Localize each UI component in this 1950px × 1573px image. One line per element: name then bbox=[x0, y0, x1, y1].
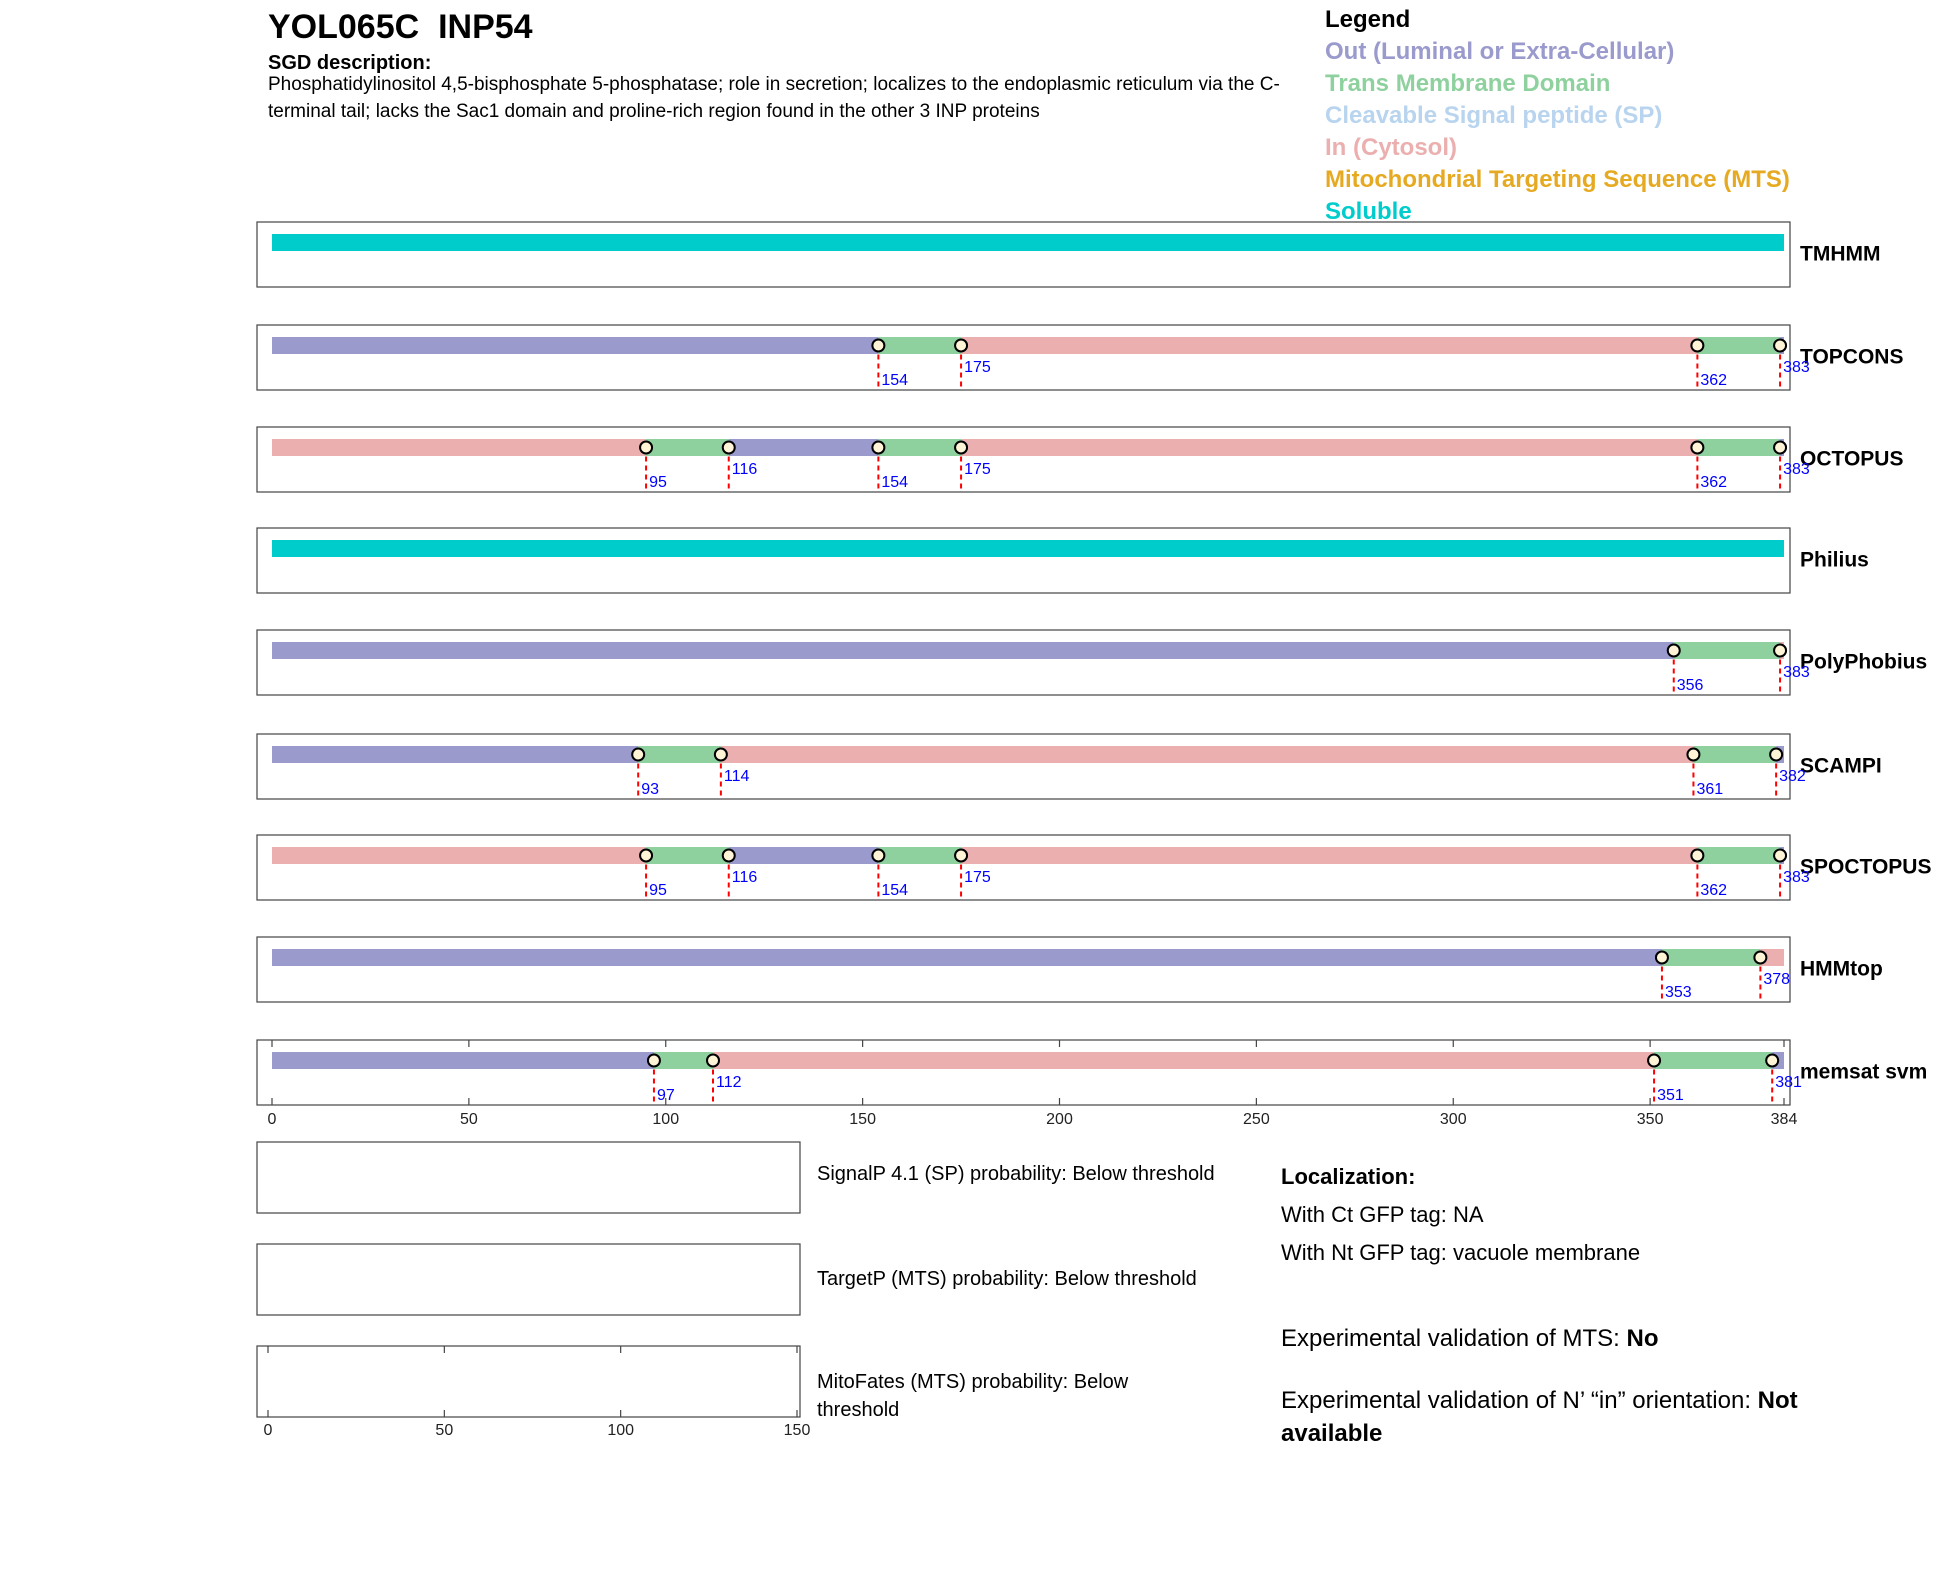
marker-point-topcons bbox=[1774, 340, 1786, 352]
marker-point-spoctopus bbox=[872, 850, 884, 862]
mts-validation-value: No bbox=[1626, 1325, 1659, 1352]
marker-label-scampi: 114 bbox=[723, 768, 750, 785]
legend-item-soluble: Soluble bbox=[1325, 198, 1412, 225]
marker-label-polyphobius: 356 bbox=[1676, 677, 1704, 694]
marker-point-memsat-svm bbox=[1766, 1055, 1778, 1067]
track-label-octopus: OCTOPUS bbox=[1800, 447, 1904, 471]
segment-memsat-svm-in bbox=[713, 1052, 1654, 1069]
prob-axis-tick-label: 150 bbox=[783, 1422, 811, 1439]
axis-tick-label: 200 bbox=[1046, 1111, 1073, 1128]
marker-label-octopus: 154 bbox=[881, 474, 909, 491]
marker-point-topcons bbox=[955, 340, 967, 352]
marker-label-scampi: 382 bbox=[1779, 768, 1806, 785]
segment-spoctopus-in bbox=[961, 847, 1697, 864]
marker-label-octopus: 362 bbox=[1700, 474, 1728, 491]
segment-spoctopus-out bbox=[729, 847, 879, 864]
segment-hmmtop-out bbox=[272, 949, 1662, 966]
marker-label-scampi: 361 bbox=[1696, 781, 1724, 798]
prob-axis-tick-label: 0 bbox=[263, 1422, 273, 1439]
legend-item-mts: Mitochondrial Targeting Sequence (MTS) bbox=[1325, 166, 1790, 193]
track-label-memsat-svm: memsat svm bbox=[1800, 1060, 1928, 1084]
sgd-description-text: Phosphatidylinositol 4,5-bisphosphate 5-phosphatase; role in secretion; localizes to the endoplasmic reticulum via the C-terminal tail; lacks the Sac1 domain and proline-rich region found in the other 3 INP proteins bbox=[268, 74, 1280, 122]
segment-memsat-svm-out bbox=[272, 1052, 654, 1069]
marker-point-hmmtop bbox=[1656, 952, 1668, 964]
axis-tick-label: 350 bbox=[1636, 1111, 1664, 1128]
segment-scampi-tm bbox=[1693, 746, 1776, 763]
track-label-tmhmm: TMHMM bbox=[1800, 242, 1881, 266]
track-label-hmmtop: HMMtop bbox=[1800, 957, 1883, 981]
segment-tmhmm-soluble bbox=[272, 234, 1784, 251]
marker-point-octopus bbox=[640, 442, 652, 454]
signalp-probability: SignalP 4.1 (SP) probability: Below threshold bbox=[817, 1163, 1215, 1185]
marker-label-spoctopus: 362 bbox=[1700, 882, 1728, 899]
mitofates-line2: threshold bbox=[817, 1399, 900, 1421]
marker-label-spoctopus: 383 bbox=[1783, 869, 1810, 886]
marker-label-memsat-svm: 381 bbox=[1775, 1074, 1802, 1091]
segment-memsat-svm-tm bbox=[654, 1052, 713, 1069]
marker-label-octopus: 95 bbox=[649, 474, 667, 491]
marker-label-spoctopus: 175 bbox=[964, 869, 991, 886]
segment-spoctopus-tm bbox=[878, 847, 961, 864]
segment-topcons-out bbox=[272, 337, 878, 354]
axis-tick-label: 250 bbox=[1243, 1111, 1270, 1128]
marker-point-memsat-svm bbox=[648, 1055, 660, 1067]
track-box-memsat-svm bbox=[257, 1040, 1790, 1105]
axis-tick-label: 0 bbox=[267, 1111, 277, 1128]
axis-tick-label: 50 bbox=[459, 1111, 478, 1128]
localization-nt: With Nt GFP tag: vacuole membrane bbox=[1281, 1240, 1641, 1265]
targetp-probability: TargetP (MTS) probability: Below threshold bbox=[817, 1268, 1197, 1290]
marker-label-octopus: 383 bbox=[1783, 461, 1810, 478]
segment-spoctopus-tm bbox=[646, 847, 729, 864]
track-label-polyphobius: PolyPhobius bbox=[1800, 650, 1928, 674]
segment-hmmtop-tm bbox=[1662, 949, 1760, 966]
segment-topcons-in bbox=[961, 337, 1697, 354]
marker-point-spoctopus bbox=[955, 850, 967, 862]
marker-label-spoctopus: 154 bbox=[881, 882, 909, 899]
localization-title: Localization: bbox=[1281, 1164, 1416, 1189]
marker-label-topcons: 362 bbox=[1700, 372, 1728, 389]
segment-spoctopus-in bbox=[272, 847, 646, 864]
legend-item-out: Out (Luminal or Extra-Cellular) bbox=[1325, 38, 1675, 65]
marker-label-hmmtop: 353 bbox=[1664, 984, 1692, 1001]
marker-label-scampi: 93 bbox=[641, 781, 659, 798]
marker-label-topcons: 154 bbox=[881, 372, 909, 389]
legend-item-in: In (Cytosol) bbox=[1325, 134, 1457, 161]
track-box-octopus bbox=[257, 427, 1790, 492]
legend-item-sp: Cleavable Signal peptide (SP) bbox=[1325, 102, 1663, 129]
segment-octopus-tm bbox=[1697, 439, 1780, 456]
track-box-spoctopus bbox=[257, 835, 1790, 900]
marker-point-memsat-svm bbox=[1648, 1055, 1660, 1067]
targetp-plot-box bbox=[257, 1244, 800, 1315]
mitofates-line1: MitoFates (MTS) probability: Below bbox=[817, 1371, 1129, 1393]
track-label-spoctopus: SPOCTOPUS bbox=[1800, 855, 1932, 879]
segment-scampi-out bbox=[272, 746, 638, 763]
orientation-validation-label: Experimental validation of N’ “in” orientation: bbox=[1281, 1387, 1758, 1414]
localization-ct: With Ct GFP tag: NA bbox=[1281, 1202, 1484, 1227]
marker-point-polyphobius bbox=[1668, 645, 1680, 657]
marker-point-spoctopus bbox=[640, 850, 652, 862]
axis-tick-label: 300 bbox=[1439, 1111, 1467, 1128]
marker-point-scampi bbox=[715, 749, 727, 761]
mitofates-plot-box bbox=[257, 1346, 800, 1417]
axis-tick-label: 150 bbox=[849, 1111, 876, 1128]
track-box-polyphobius bbox=[257, 630, 1790, 695]
sgd-description-label: SGD description: bbox=[268, 52, 432, 74]
marker-label-octopus: 116 bbox=[731, 461, 758, 478]
marker-label-spoctopus: 95 bbox=[649, 882, 667, 899]
axis-tick-label: 100 bbox=[652, 1111, 680, 1128]
track-box-tmhmm bbox=[257, 222, 1790, 287]
marker-point-octopus bbox=[872, 442, 884, 454]
marker-point-hmmtop bbox=[1754, 952, 1766, 964]
marker-point-scampi bbox=[632, 749, 644, 761]
legend-title: Legend bbox=[1325, 6, 1411, 33]
track-box-scampi bbox=[257, 734, 1790, 799]
marker-point-spoctopus bbox=[1774, 850, 1786, 862]
legend-item-tm: Trans Membrane Domain bbox=[1325, 70, 1611, 97]
segment-octopus-tm bbox=[878, 439, 961, 456]
segment-spoctopus-tm bbox=[1697, 847, 1780, 864]
segment-polyphobius-out bbox=[272, 642, 1674, 659]
marker-point-spoctopus bbox=[1691, 850, 1703, 862]
segment-octopus-out bbox=[729, 439, 879, 456]
prob-axis-tick-label: 100 bbox=[607, 1422, 635, 1439]
gene-id: YOL065C bbox=[268, 8, 420, 46]
track-box-philius bbox=[257, 528, 1790, 593]
segment-memsat-svm-tm bbox=[1654, 1052, 1772, 1069]
marker-point-scampi bbox=[1687, 749, 1699, 761]
track-label-scampi: SCAMPI bbox=[1800, 754, 1882, 778]
track-box-topcons bbox=[257, 325, 1790, 390]
marker-label-topcons: 383 bbox=[1783, 359, 1810, 376]
marker-label-octopus: 175 bbox=[964, 461, 991, 478]
segment-octopus-tm bbox=[646, 439, 729, 456]
marker-point-memsat-svm bbox=[707, 1055, 719, 1067]
prob-axis-tick-label: 50 bbox=[435, 1422, 454, 1439]
marker-point-topcons bbox=[872, 340, 884, 352]
marker-label-spoctopus: 116 bbox=[731, 869, 758, 886]
gene-name: INP54 bbox=[438, 8, 533, 46]
segment-topcons-tm bbox=[878, 337, 961, 354]
marker-label-memsat-svm: 351 bbox=[1657, 1087, 1684, 1104]
segment-octopus-in bbox=[961, 439, 1697, 456]
marker-label-hmmtop: 378 bbox=[1763, 971, 1791, 988]
marker-point-polyphobius bbox=[1774, 645, 1786, 657]
marker-label-polyphobius: 383 bbox=[1783, 664, 1810, 681]
segment-octopus-in bbox=[272, 439, 646, 456]
marker-point-octopus bbox=[1774, 442, 1786, 454]
segment-scampi-tm bbox=[638, 746, 721, 763]
orientation-validation-value: Not bbox=[1757, 1387, 1798, 1414]
track-box-hmmtop bbox=[257, 937, 1790, 1002]
track-label-topcons: TOPCONS bbox=[1800, 345, 1904, 369]
orientation-validation-value-2: available bbox=[1281, 1420, 1383, 1447]
mitofates-probability bbox=[817, 1368, 1128, 1424]
segment-topcons-tm bbox=[1697, 337, 1780, 354]
marker-point-octopus bbox=[723, 442, 735, 454]
marker-point-spoctopus bbox=[723, 850, 735, 862]
marker-point-octopus bbox=[955, 442, 967, 454]
marker-label-topcons: 175 bbox=[964, 359, 991, 376]
axis-tick-label: 384 bbox=[1770, 1111, 1798, 1128]
marker-label-memsat-svm: 112 bbox=[716, 1074, 742, 1091]
mts-validation bbox=[1281, 1322, 1658, 1355]
marker-point-octopus bbox=[1691, 442, 1703, 454]
marker-point-topcons bbox=[1691, 340, 1703, 352]
segment-scampi-in bbox=[721, 746, 1694, 763]
marker-point-scampi bbox=[1770, 749, 1782, 761]
segment-philius-soluble bbox=[272, 540, 1784, 557]
segment-polyphobius-tm bbox=[1674, 642, 1780, 659]
mts-validation-label: Experimental validation of MTS: bbox=[1281, 1325, 1627, 1352]
track-label-philius: Philius bbox=[1800, 548, 1869, 572]
signalp-plot-box bbox=[257, 1142, 800, 1213]
marker-label-memsat-svm: 97 bbox=[656, 1087, 675, 1104]
orientation-validation bbox=[1281, 1384, 1798, 1450]
